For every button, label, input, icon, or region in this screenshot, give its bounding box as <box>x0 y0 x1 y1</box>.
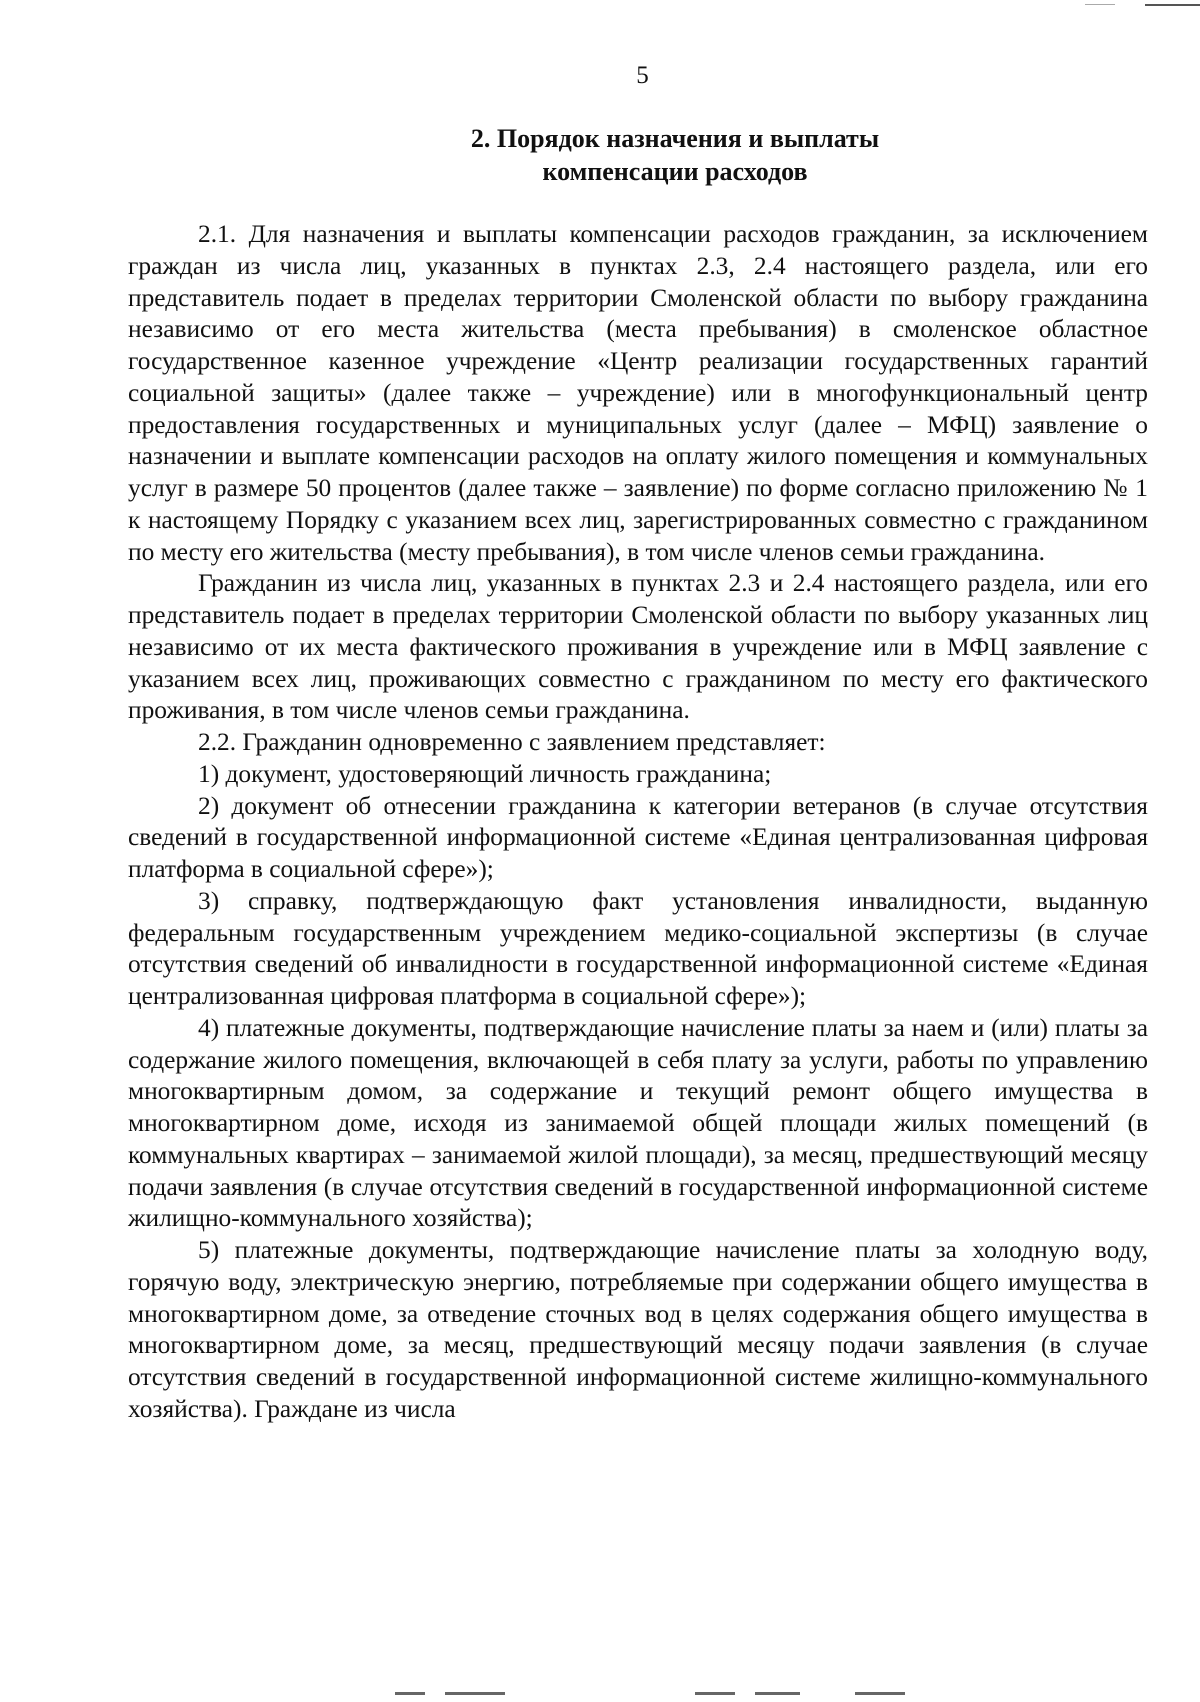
section-heading-line-1: 2. Порядок назначения и выплаты <box>470 124 880 153</box>
paragraph-2-1: 2.1. Для назначения и выплаты компенсации расходов гражданин, за исключением граждан из числа лиц, указанных в пунктах 2.3, 2.4 настоящего раздела, или его представитель подает в пределах территории Смоленской области по выбору гражданина независимо от его места жительства (места пребывания) в смоленское областное государственное казенное учреждение «Центр реализации государственных гарантий социальной защиты» (далее также – учреждение) или в многофункциональный центр предоставления государственных и муниципальных услуг (далее – МФЦ) заявление о назначении и выплате компенсации расходов на оплату жилого помещения и коммунальных услуг в размере 50 процентов (далее также – заявление) по форме согласно приложению № 1 к настоящему Порядку с указанием всех лиц, зарегистрированных совместно с гражданином по месту его жительства (месту пребывания), в том числе членов семьи гражданина. <box>128 220 1148 566</box>
list-item-1: 1) документ, удостоверяющий личность гражданина; <box>198 759 772 788</box>
section-heading-line-2: компенсации расходов <box>542 157 808 186</box>
list-item-5: 5) платежные документы, подтверждающие начисление платы за холодную воду, горячую воду, электрическую энергию, потребляемые при содержании общего имущества в многоквартирном доме, за отведение сточных вод в целях содержания общего имущества в многоквартирном доме, за месяц, предшествующий месяцу подачи заявления (в случае отсутствия сведений в государственной информационной системе жилищно-коммунального хозяйства). Граждане из числа <box>128 1236 1148 1423</box>
paragraph-2-1-continued: Гражданин из числа лиц, указанных в пунктах 2.3 и 2.4 настоящего раздела, или его представитель подает в пределах территории Смоленской области по выбору указанных лиц независимо от их места фактического проживания в учреждение или в МФЦ заявление с указанием всех лиц, проживающих совместно с гражданином по месту его фактического проживания, в том числе членов семьи гражданина. <box>128 569 1148 725</box>
section-heading <box>330 122 1020 188</box>
list-item-4: 4) платежные документы, подтверждающие начисление платы за наем и (или) платы за содержание жилого помещения, включающей в себя плату за услуги, работы по управлению многоквартирным домом, за содержание и текущий ремонт общего имущества в многоквартирном доме, исходя из занимаемой общей площади жилых помещений (в коммунальных квартирах – занимаемой жилой площади), за месяц, предшествующий месяцу подачи заявления (в случае отсутствия сведений в государственной информационной системе жилищно-коммунального хозяйства); <box>128 1013 1148 1233</box>
paragraph-2-2: 2.2. Гражданин одновременно с заявлением представляет: <box>198 728 826 756</box>
scan-artifact <box>395 1692 955 1696</box>
document-body <box>128 219 1148 1426</box>
list-item-2: 2) документ об отнесении гражданина к категории ветеранов (в случае отсутствия сведений в государственной информационной системе «Единая централизованная цифровая платформа в социальной сфере»); <box>128 791 1148 883</box>
scan-artifact <box>1085 4 1115 5</box>
scan-artifact <box>1145 4 1200 6</box>
page-number: 5 <box>636 62 649 89</box>
list-item-3: 3) справку, подтверждающую факт установления инвалидности, выданную федеральным государственным учреждением медико-социальной экспертизы (в случае отсутствия сведений об инвалидности в государственной информационной системе «Единая централизованная цифровая платформа в социальной сфере»); <box>128 886 1148 1010</box>
